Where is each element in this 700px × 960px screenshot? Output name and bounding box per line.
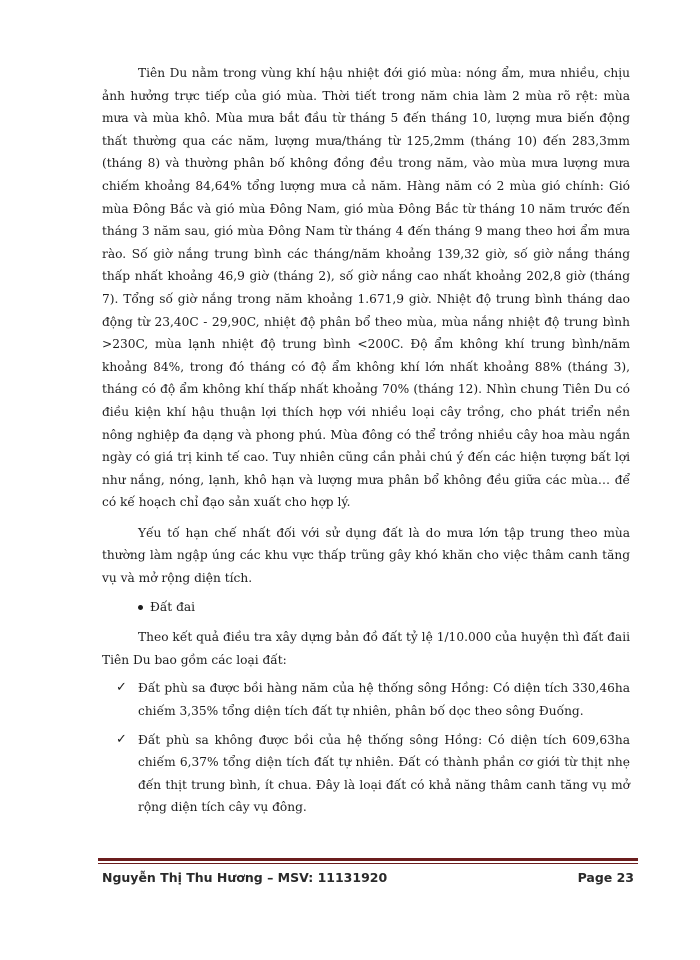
survey-paragraph: Theo kết quả điều tra xây dựng bản đồ đất tỷ lệ 1/10.000 của huyện thì đất đaii Tiên Du bao gồm các loại đất:	[102, 630, 630, 667]
land-bullet	[102, 596, 630, 619]
soil-item-text: Đất phù sa không được bồi của hệ thống sông Hồng: Có diện tích 609,63ha chiếm 6,37% tổng diện tích đất tự nhiên. Đất có thành phần cơ giới từ thịt nhẹ đến thịt trung bình, ít chua. Đây là loại đất có khả năng thâm canh tăng vụ mở rộng diện tích cây vụ đông.	[138, 732, 630, 815]
climate-paragraph: Tiên Du nằm trong vùng khí hậu nhiệt đới gió mùa: nóng ẩm, mưa nhiều, chịu ảnh hưởng trực tiếp của gió mùa. Thời tiết trong năm chia làm 2 mùa rõ rệt: mùa mưa và mùa khô. Mùa mưa bắt đầu từ tháng 5 đến tháng 10, lượng mưa biến động thất thường qua các năm, lượng mưa/tháng từ 125,2mm (tháng 10) đến 283,3mm (tháng 8) và thường phân bố không đồng đều trong năm, vào mùa mưa lượng mưa chiếm khoảng 84,64% tổng lượng mưa cả năm. Hàng năm có 2 mùa gió chính: Gió mùa Đông Bắc và gió mùa Đông Nam, gió mùa Đông Bắc từ tháng 10 năm trước đến tháng 3 năm sau, gió mùa Đông Nam từ tháng 4 đến tháng 9 mang theo hơi ẩm mưa rào. Số giờ nắng trung bình các tháng/năm khoảng 139,32 giờ, số giờ nắng tháng thấp nhất khoảng 46,9 giờ (tháng 2), số giờ nắng cao nhất khoảng 202,8 giờ (tháng 7). Tổng số giờ nắng trong năm khoảng 1.671,9 giờ. Nhiệt độ trung bình tháng dao động từ 23,40C - 29,90C, nhiệt độ phân bổ theo mùa, mùa nắng nhiệt độ trung bình >230C, mùa lạnh nhiệt độ trung bình <200C. Độ ẩm không khí trung bình/năm khoảng 84%, trong đó tháng có độ ẩm không khí lớn nhất khoảng 88% (tháng 3), tháng có độ ẩm không khí thấp nhất khoảng 70% (tháng 12). Nhìn chung Tiên Du có điều kiện khí hậu thuận lợi thích hợp với nhiều loại cây trồng, cho phát triển nền nông nghiệp đa dạng và phong phú. Mùa đông có thể trồng nhiều cây hoa màu ngắn ngày có giá trị kinh tế cao. Tuy nhiên cũng cần phải chú ý đến các hiện tượng bất lợi như nắng, nóng, lạnh, khô hạn và lượng mưa phân bổ không đều giữa các mùa… để có kế hoạch chỉ đạo sản xuất cho hợp lý.	[102, 66, 630, 510]
footer-rule-thick	[98, 858, 638, 861]
limitation-paragraph: Yếu tố hạn chế nhất đối với sử dụng đất là do mưa lớn tập trung theo mùa thường làm ngập úng các khu vực thấp trũng gây khó khăn cho việc thâm canh tăng vụ và mở rộng diện tích.	[102, 525, 630, 586]
soil-item	[102, 677, 630, 722]
body-content	[102, 62, 630, 819]
footer-author: Nguyễn Thị Thu Hương – MSV: 11131920	[102, 870, 388, 885]
check-mark-icon: ✓	[116, 731, 127, 747]
soil-item-text: Đất phù sa được bồi hàng năm của hệ thống sông Hồng: Có diện tích 330,46ha chiếm 3,35% tổng diện tích đất tự nhiên, phân bố dọc theo sông Đuống.	[138, 681, 630, 719]
check-mark-icon: ✓	[116, 680, 127, 696]
bullet-dot-icon	[138, 605, 143, 610]
page-number: Page 23	[577, 870, 634, 885]
bullet-heading: Đất đai	[150, 599, 196, 614]
footer-rule-thin	[98, 863, 638, 864]
soil-item	[102, 729, 630, 819]
